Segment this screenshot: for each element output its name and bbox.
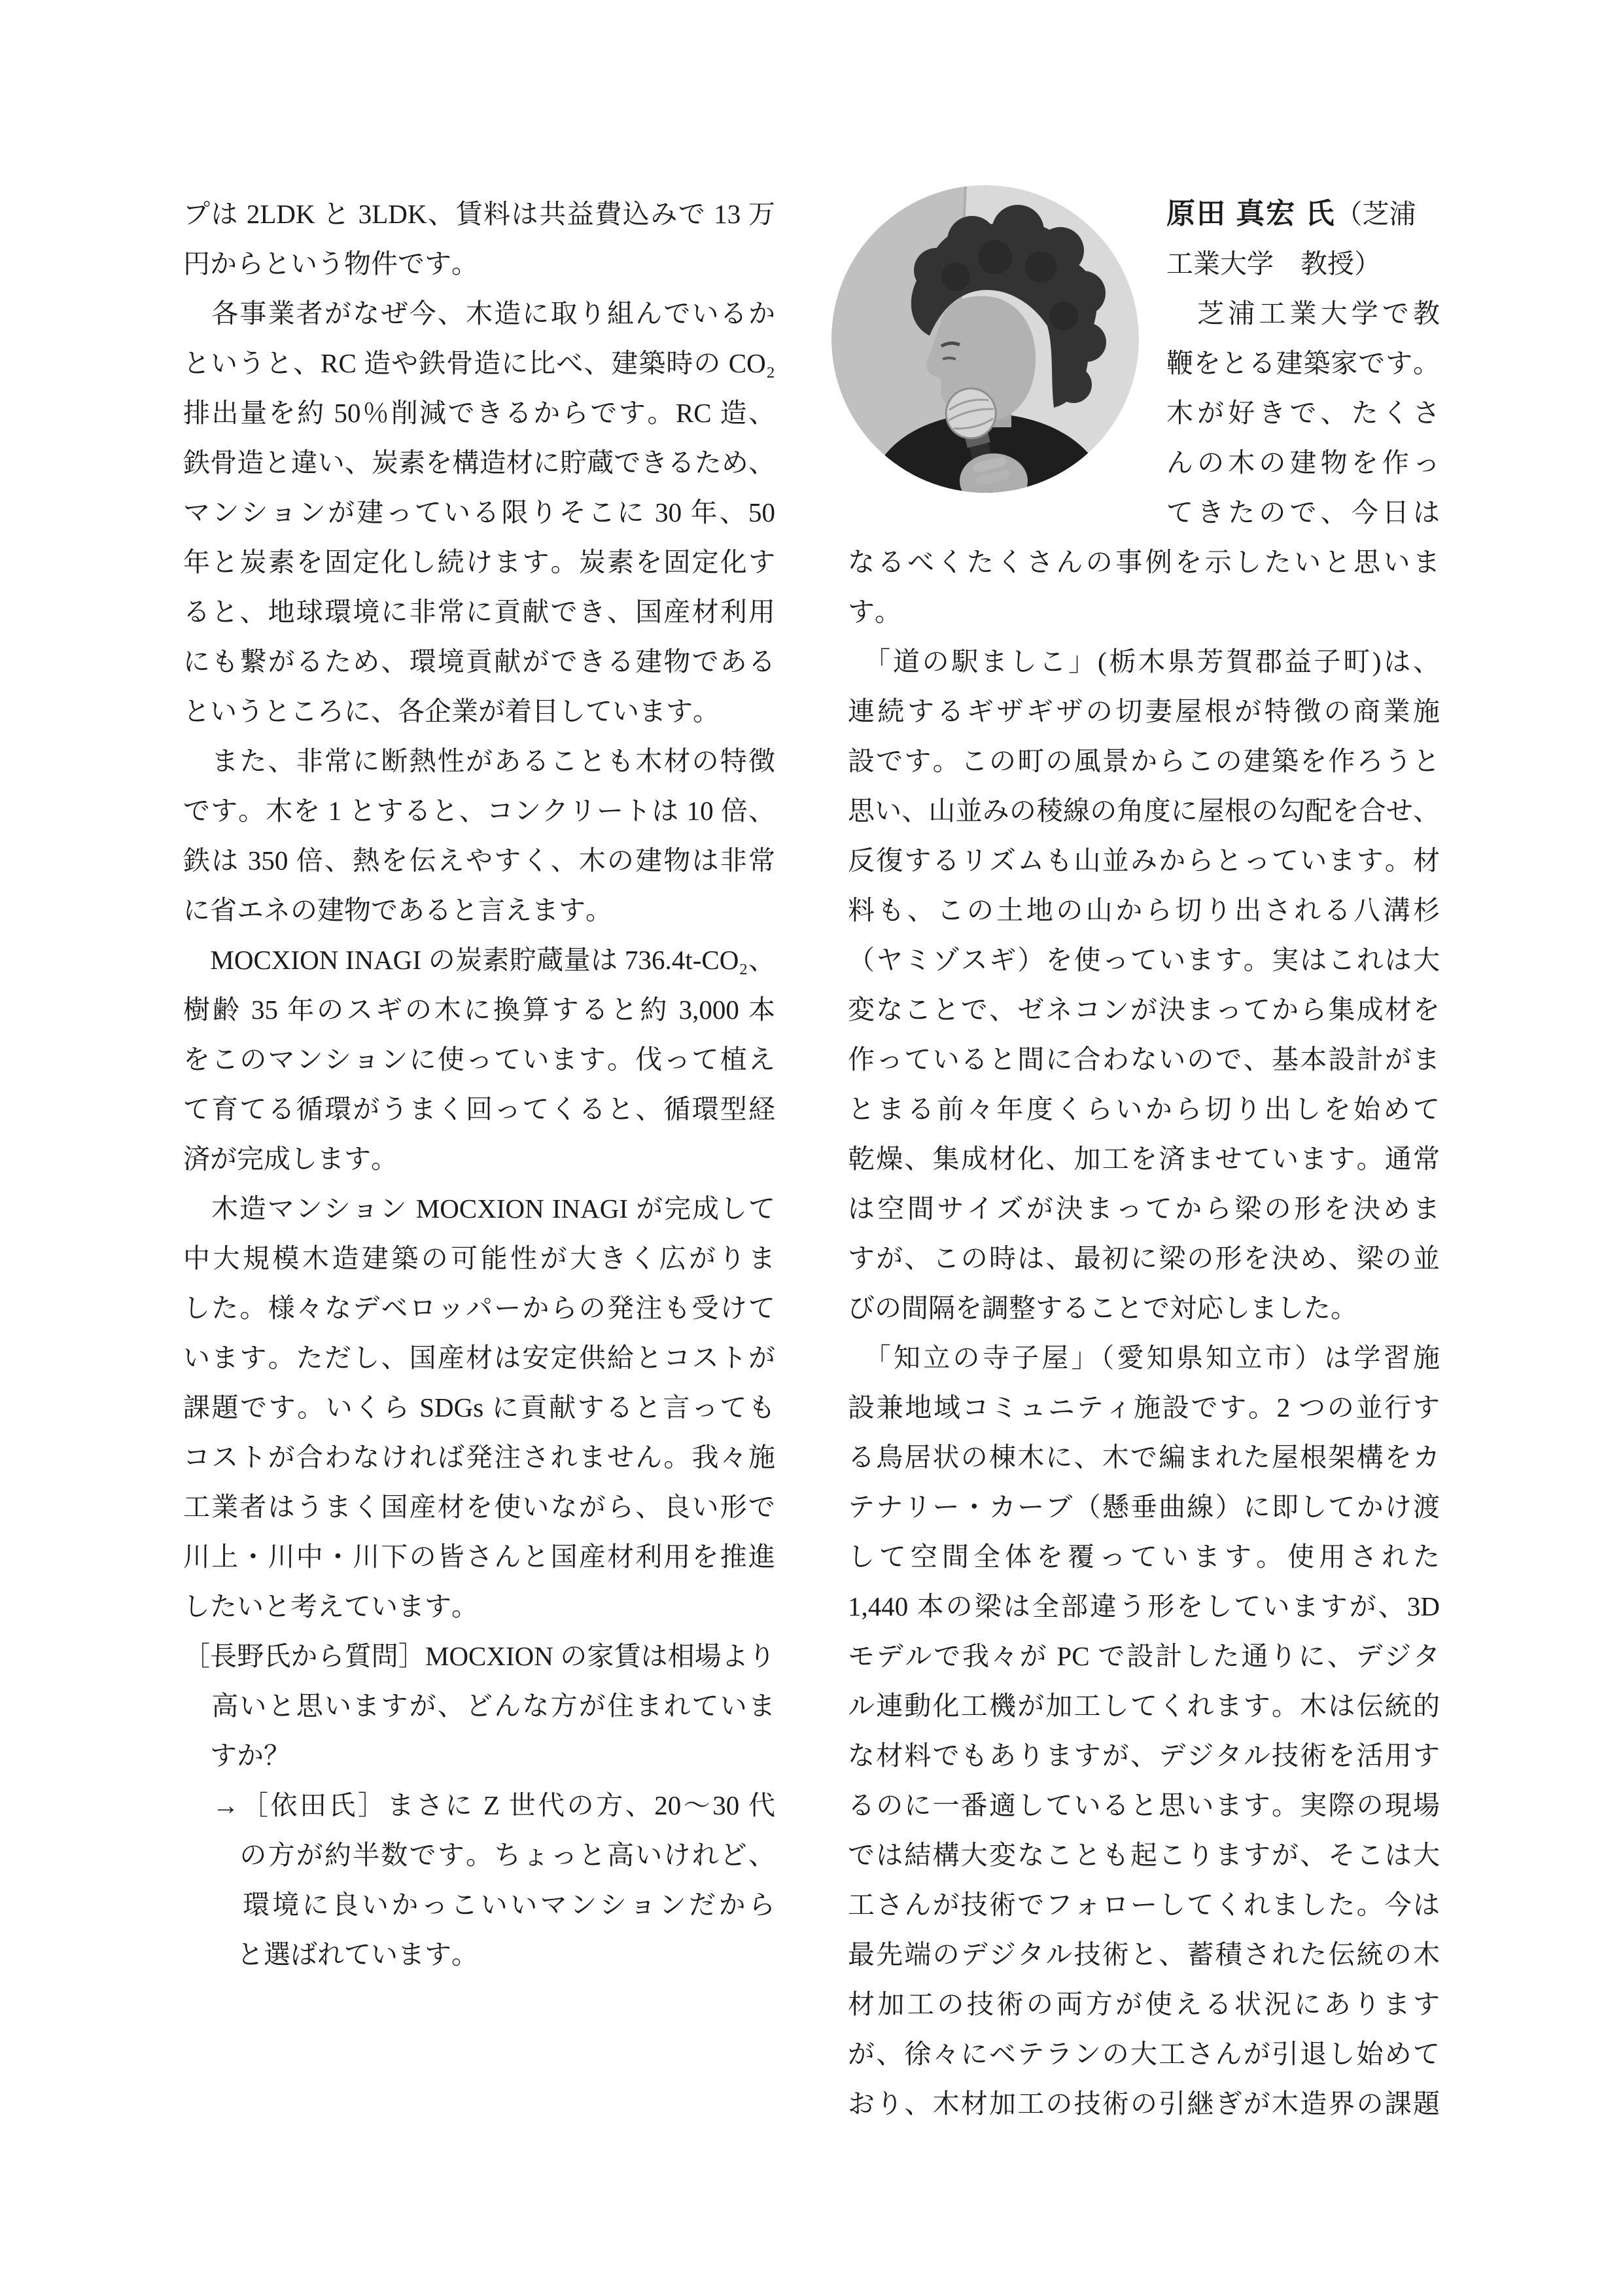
text-line: びの間隔を調整することで対応しました。 — [848, 1293, 1357, 1323]
text-line: MOCXION INAGI の炭素貯蔵量は 736.4t-CO₂、 — [183, 945, 775, 975]
text-line: すが、この時は、最初に梁の形を決め、梁の並 — [848, 1243, 1440, 1273]
text-line: すか？ — [183, 1740, 290, 1771]
text-line: して空間全体を覆っています。使用された — [848, 1542, 1440, 1572]
text-line: テナリー・カーブ（懸垂曲線）に即してかけ渡 — [848, 1492, 1440, 1522]
text-line: ［長野氏から質問］MOCXION の家賃は相場より — [183, 1641, 775, 1671]
text-line: コストが合わなければ発注されません。我々施 — [183, 1442, 775, 1472]
text-line: 木が好きで、たくさ — [1166, 398, 1440, 428]
text-line: プは 2LDK と 3LDK、賃料は共益費込みで 13 万 — [183, 199, 775, 229]
profile-affiliation-open: （芝浦 — [1335, 199, 1416, 229]
text-line: 中大規模木造建築の可能性が大きく広がりま — [183, 1243, 775, 1273]
text-line: した。様々なデベロッパーからの発注も受けて — [183, 1293, 775, 1323]
text-line: てきたので、今日は — [1166, 497, 1440, 527]
text-line: をこのマンションに使っています。伐って植え — [183, 1044, 775, 1074]
text-line: います。ただし、国産材は安定供給とコストが — [183, 1343, 775, 1373]
profile-name-line — [1166, 189, 1440, 239]
text-line: は空間サイズが決まってから梁の形を決めま — [848, 1193, 1440, 1224]
text-line: の方が約半数です。ちょっと高いけれど、 — [183, 1840, 775, 1870]
text-line: にも繋がるため、環境貢献ができる建物である — [183, 646, 775, 677]
text-line: 鉄は 350 倍、熱を伝えやすく、木の建物は非常 — [183, 845, 775, 875]
text-line: 思い、山並みの稜線の角度に屋根の勾配を合せ、 — [848, 796, 1440, 826]
text-line: 円からという物件です。 — [183, 249, 478, 279]
text-line: なるべくたくさんの事例を示したいと思いま — [848, 547, 1440, 577]
text-line: す。 — [848, 597, 901, 627]
left-column — [183, 189, 775, 1979]
text-line: 乾燥、集成材化、加工を済ませています。通常 — [848, 1144, 1440, 1174]
text-line: ル連動化工機が加工してくれます。木は伝統的 — [848, 1691, 1440, 1721]
text-line: 設兼地域コミュニティ施設です。2 つの並行す — [848, 1392, 1440, 1422]
text-line: 連続するギザギザの切妻屋根が特徴の商業施 — [848, 696, 1440, 726]
text-line: 各事業者がなぜ今、木造に取り組んでいるか — [183, 298, 775, 328]
text-line: 鉄骨造と違い、炭素を構造材に貯蔵できるため、 — [183, 448, 775, 478]
text-line: 設です。この町の風景からこの建築を作ろうと — [848, 746, 1440, 776]
text-line: 「知立の寺子屋」（愛知県知立市）は学習施 — [848, 1343, 1440, 1373]
text-line: （ヤミゾスギ）を使っています。実はこれは大 — [848, 945, 1440, 975]
text-line: とまる前々年度くらいから切り出しを始めて — [848, 1094, 1440, 1124]
text-line: では結構大変なことも起こりますが、そこは大 — [848, 1840, 1440, 1870]
portrait-photo — [831, 185, 1139, 493]
text-line: 作っていると間に合わないので、基本設計がま — [848, 1044, 1440, 1074]
text-line: したいと考えています。 — [183, 1591, 478, 1621]
text-line: 樹齢 35 年のスギの木に換算すると約 3,000 本 — [183, 995, 775, 1025]
text-line: 工業大学 教授） — [1166, 249, 1381, 279]
text-line: →［依田氏］まさに Z 世代の方、20〜30 代 — [183, 1790, 775, 1820]
text-line: 芝浦工業大学で教 — [1166, 298, 1440, 328]
text-line: 「道の駅ましこ」(栃木県芳賀郡益子町)は、 — [848, 646, 1440, 677]
right-column — [848, 537, 1440, 2128]
text-line: です。木を 1 とすると、コンクリートは 10 倍、 — [183, 796, 775, 826]
text-line: 環境に良いかっこいいマンションだから — [183, 1890, 775, 1920]
text-line: が、徐々にベテランの大工さんが引退し始めて — [848, 2039, 1440, 2069]
text-line: る鳥居状の棟木に、木で編まれた屋根架構をカ — [848, 1442, 1440, 1472]
text-line: 1,440 本の梁は全部違う形をしていますが、3D — [848, 1591, 1440, 1621]
text-line: に省エネの建物であると言えます。 — [183, 895, 612, 925]
text-line: 最先端のデジタル技術と、蓄積された伝統の木 — [848, 1939, 1440, 1969]
text-line: な材料でもありますが、デジタル技術を活用す — [848, 1740, 1440, 1771]
text-line: 料も、この土地の山から切り出される八溝杉 — [848, 895, 1440, 925]
text-line: 反復するリズムも山並みからとっています。材 — [848, 845, 1440, 875]
text-line: というところに、各企業が着目しています。 — [183, 696, 720, 726]
text-line: おり、木材加工の技術の引継ぎが木造界の課題 — [848, 2089, 1440, 2119]
text-line: マンションが建っている限りそこに 30 年、50 — [183, 497, 775, 527]
profile-caption — [1166, 189, 1440, 537]
portrait-photo-svg — [831, 185, 1139, 493]
text-line: ると、地球環境に非常に貢献でき、国産材利用 — [183, 597, 775, 627]
text-line: と選ばれています。 — [183, 1939, 478, 1969]
text-line: 鞭をとる建築家です。 — [1166, 348, 1440, 378]
text-line: また、非常に断熱性があることも木材の特徴 — [183, 746, 775, 776]
text-line: 工さんが技術でフォローしてくれました。今は — [848, 1890, 1440, 1920]
text-line: 変なことで、ゼネコンが決まってから集成材を — [848, 995, 1440, 1025]
text-line: 済が完成します。 — [183, 1144, 398, 1174]
text-line: 材加工の技術の両方が使える状況にあります — [848, 1989, 1440, 2019]
text-line: るのに一番適していると思います。実際の現場 — [848, 1790, 1440, 1820]
text-line: 排出量を約 50％削減できるからです。RC 造、 — [183, 398, 775, 428]
text-line: 木造マンション MOCXION INAGI が完成して — [183, 1193, 775, 1224]
profile-name: 原田 真宏 氏 — [1166, 198, 1336, 230]
profile-side-text — [1166, 239, 1440, 537]
text-line: て育てる循環がうまく回ってくると、循環型経 — [183, 1094, 775, 1124]
text-line: んの木の建物を作っ — [1166, 448, 1440, 478]
text-line: モデルで我々が PC で設計した通りに、デジタ — [848, 1641, 1440, 1671]
text-line: 高いと思いますが、どんな方が住まれていま — [183, 1691, 775, 1721]
text-line: 課題です。いくら SDGs に貢献すると言っても — [183, 1392, 775, 1422]
text-line: 年と炭素を固定化し続けます。炭素を固定化す — [183, 547, 775, 577]
text-line: 川上・川中・川下の皆さんと国産材利用を推進 — [183, 1542, 775, 1572]
text-line: というと、RC 造や鉄骨造に比べ、建築時の CO₂ — [183, 348, 775, 378]
text-line: 工業者はうまく国産材を使いながら、良い形で — [183, 1492, 775, 1522]
